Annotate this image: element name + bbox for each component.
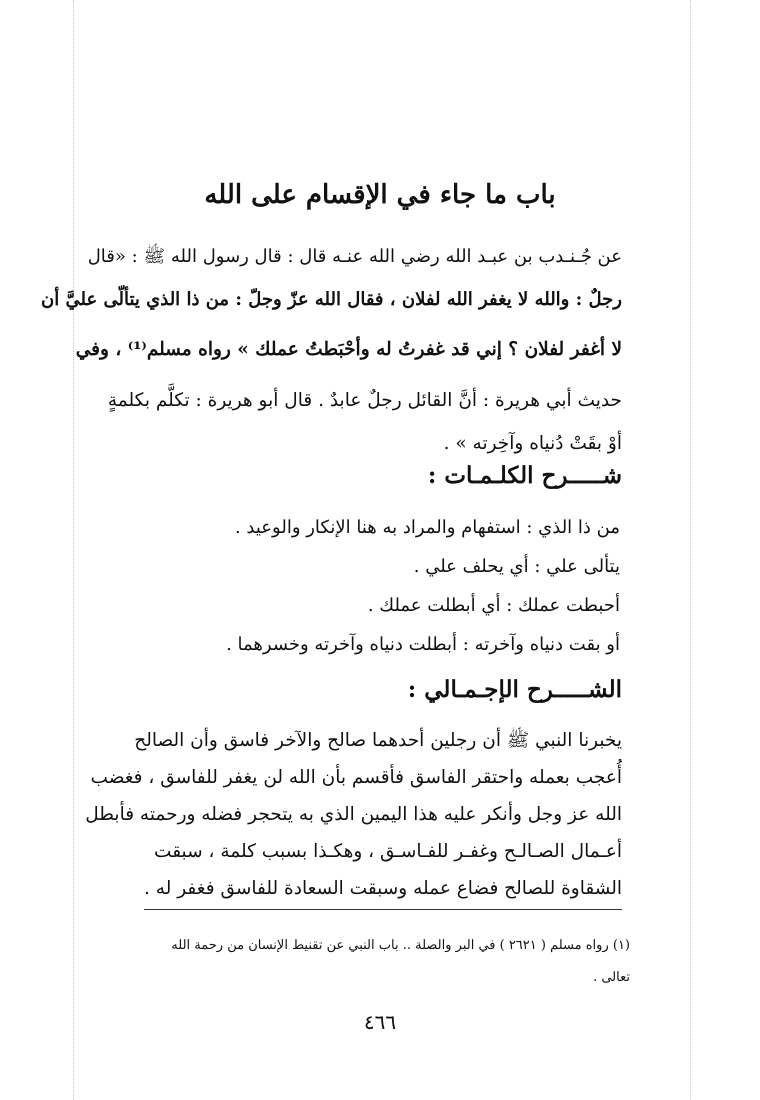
summary-line: الشقاوة للصالح فضاع عمله وسبقت السعادة للفاسق فغفر له . bbox=[144, 870, 622, 910]
hadith-line: حديث أبي هريرة : أنَّ القائل رجلٌ عابدٌ . قال أبو هريرة : تكلَّم بكلمةٍ bbox=[107, 390, 622, 411]
definition-item: أو بقت دنياه وآخرته : أبطلت دنياه وآخرته وخسرهما . bbox=[226, 634, 620, 655]
summary-text bbox=[85, 722, 622, 907]
summary-line: أُعجب بعمله واحتقر الفاسق فأقسم بأن الله لن يغفر للفاسق ، فغضب bbox=[90, 767, 622, 788]
definition-item: أحبطت عملك : أي أبطلت عملك . bbox=[367, 595, 620, 616]
words-explanation-heading: شـــــرح الكلـمـات : bbox=[427, 462, 622, 489]
page-number: ٤٦٦ bbox=[363, 1010, 397, 1034]
summary-last-line-wrap bbox=[122, 870, 622, 907]
hadith-line: عن جُـنـدب بن عبـد الله رضي الله عنـه قال : قال رسول الله ﷺ : «قال bbox=[87, 246, 622, 267]
summary-heading: الشـــــرح الإجـمـالي : bbox=[407, 676, 622, 703]
definitions-list bbox=[122, 508, 622, 664]
footnote-line: (١) رواه مسلم ( ٢٦٢١ ) في البر والصلة .. باب النبي عن تقنيط الإنسان من رحمة الله bbox=[171, 938, 630, 953]
hadith-text bbox=[41, 235, 622, 465]
footnotes bbox=[110, 930, 630, 994]
chapter-title: باب ما جاء في الإقسام على الله bbox=[204, 180, 556, 210]
definition-item: من ذا الذي : استفهام والمراد به هنا الإنكار والوعيد . bbox=[234, 517, 620, 538]
margin-guide-right bbox=[690, 0, 691, 1100]
hadith-line: رجلٌ : والله لا يغفر الله لفلان ، فقال الله عزّ وجلّ : من ذا الذي يتألّى عليَّ أن bbox=[41, 289, 622, 310]
margin-guide-left bbox=[73, 0, 74, 1100]
hadith-line: لا أغفر لفلان ؟ إني قد غفرتُ له وأحْبَطتُ عملك » رواه مسلم⁽¹⁾ ، وفي bbox=[75, 339, 622, 360]
footnote-line: تعالى . bbox=[593, 970, 630, 985]
summary-line: أعـمال الصـالـح وغفـر للفـاسـق ، وهكـذا بسبب كلمة ، سبقت bbox=[154, 841, 622, 862]
summary-line: الله عز وجل وأنكر عليه هذا اليمين الذي به يتحجر فضله ورحمته فأبطل bbox=[85, 804, 622, 825]
summary-line: يخبرنا النبي ﷺ أن رجلين أحدهما صالح والآخر فاسق وأن الصالح bbox=[134, 730, 622, 751]
hadith-line: أوْ بقَتْ دُنياه وآخِرته » . bbox=[443, 433, 622, 454]
definition-item: يتألى علي : أي يحلف علي . bbox=[413, 556, 620, 577]
